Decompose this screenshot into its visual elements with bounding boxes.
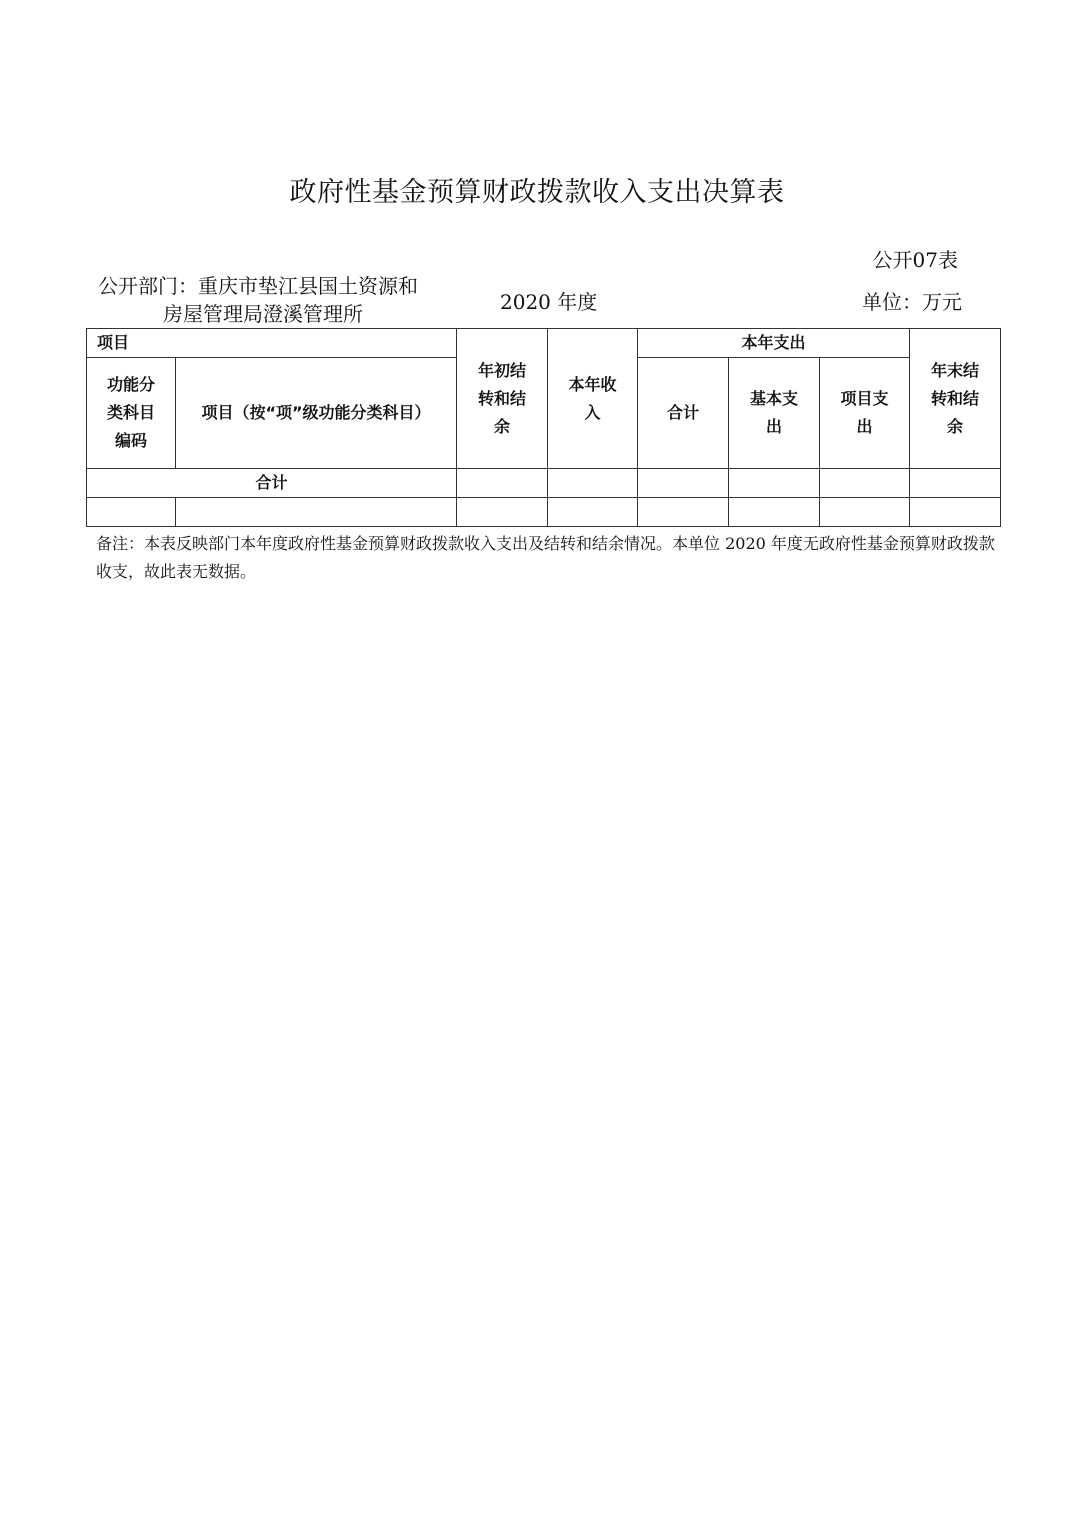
header-income: 本年收入 [548,329,638,469]
header-item: 项目（按“项”级功能分类科目） [176,358,457,469]
cell [176,498,457,527]
cell [729,498,820,527]
cell [729,469,820,498]
cell [87,498,176,527]
header-basic-expense: 基本支出 [729,358,820,469]
department-line-1: 公开部门：重庆市垫江县国土资源和 [98,274,418,298]
cell [457,469,548,498]
department-line-2: 房屋管理局澄溪管理所 [163,302,363,326]
header-expense: 本年支出 [638,329,910,358]
fiscal-year: 2020 年度 [500,290,598,314]
cell [638,469,729,498]
cell [820,498,910,527]
cell [910,469,1001,498]
cell [638,498,729,527]
page-title: 政府性基金预算财政拨款收入支出决算表 [289,177,785,208]
header-begin-balance: 年初结转和结余 [457,329,548,469]
cell [820,469,910,498]
header-project-expense: 项目支出 [820,358,910,469]
cell [548,469,638,498]
header-end-balance: 年末结转和结余 [910,329,1001,469]
cell [910,498,1001,527]
header-project: 项目 [87,329,457,358]
budget-table [86,328,1001,527]
header-code: 功能分类科目编码 [87,358,176,469]
cell [457,498,548,527]
department [98,272,418,328]
footnote: 备注：本表反映部门本年度政府性基金预算财政拨款收入支出及结转和结余情况。本单位 2020 年度无政府性基金预算财政拨款收支，故此表无数据。 [96,534,995,581]
total-row-label: 合计 [87,469,457,498]
header-expense-total: 合计 [638,358,729,469]
cell [548,498,638,527]
form-number: 公开07表 [872,248,958,272]
unit-label: 单位：万元 [862,290,962,314]
